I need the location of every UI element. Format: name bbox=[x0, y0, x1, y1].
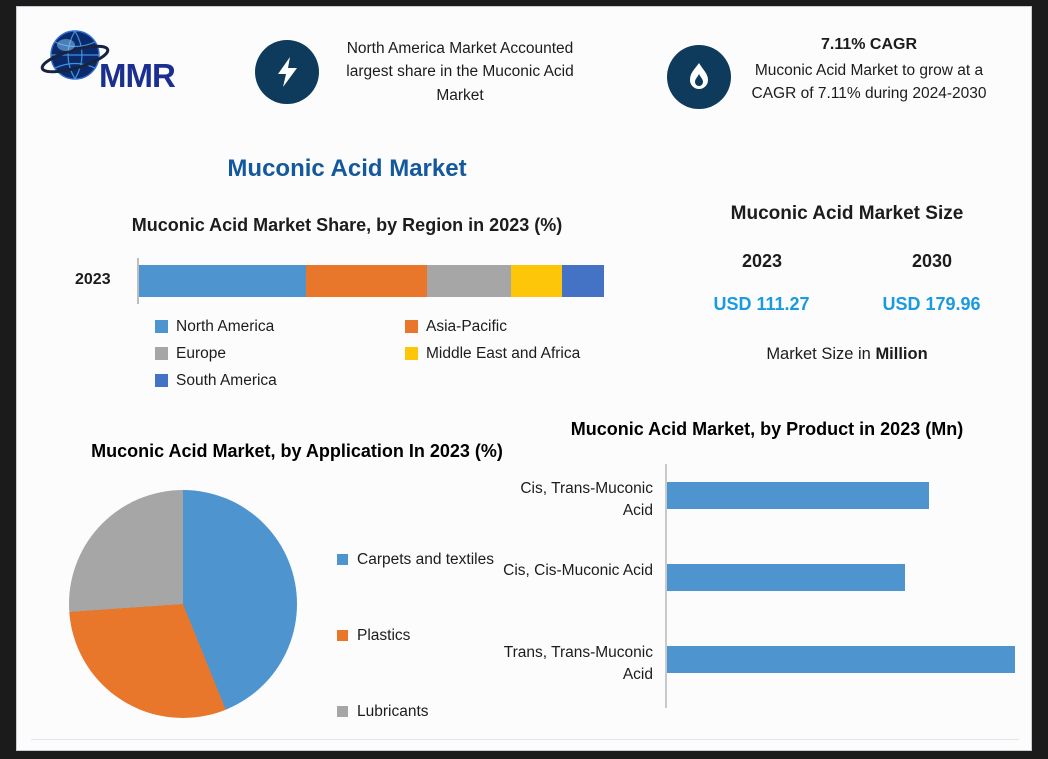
legend-label-south-america: South America bbox=[176, 371, 277, 389]
market-size-year-2023: 2023 bbox=[741, 251, 783, 271]
stacked-bar bbox=[139, 265, 604, 297]
header-north-america-text: North America Market Accounted largest share in the Muconic Acid Market bbox=[346, 40, 574, 104]
market-size-values bbox=[677, 294, 1017, 315]
cagr-title: 7.11% CAGR bbox=[820, 36, 918, 53]
bolt-icon bbox=[255, 40, 319, 104]
legend-swatch-south-america bbox=[155, 374, 168, 387]
header-item-cagr bbox=[667, 33, 993, 109]
header-item-north-america bbox=[255, 37, 585, 107]
page-title: Muconic Acid Market bbox=[227, 155, 467, 182]
legend-swatch-europe bbox=[155, 347, 168, 360]
legend-swatch-lubricants bbox=[337, 706, 348, 717]
legend-item-europe bbox=[155, 345, 405, 363]
bar-row-cis-trans bbox=[517, 464, 1017, 546]
bar-cis-trans bbox=[667, 482, 929, 509]
market-size-panel bbox=[677, 203, 1017, 364]
market-size-unit-prefix: Market Size in bbox=[766, 345, 876, 363]
chart-product-mn-plot bbox=[503, 464, 1017, 714]
legend-label-plastics: Plastics bbox=[357, 626, 411, 644]
market-size-unit-note bbox=[677, 345, 1017, 364]
legend-label-north-america: North America bbox=[176, 317, 275, 335]
bar-segment-middle-east-africa bbox=[511, 265, 562, 297]
market-size-title: Muconic Acid Market Size bbox=[730, 203, 964, 224]
bar-trans-trans bbox=[667, 646, 1015, 673]
chart-application-share-legend bbox=[337, 522, 494, 750]
chart-region-share-legend bbox=[155, 318, 657, 390]
bar-segment-asia-pacific bbox=[306, 265, 427, 297]
legend-item-south-america bbox=[155, 372, 405, 390]
footer-divider bbox=[31, 739, 1019, 740]
legend-label-lubricants: Lubricants bbox=[357, 702, 429, 720]
chart-application-share-plot bbox=[37, 480, 557, 730]
chart-region-share-title: Muconic Acid Market Share, by Region in 2023 (%) bbox=[131, 215, 563, 235]
chart-application-share-title: Muconic Acid Market, by Application In 2023 (%) bbox=[91, 441, 503, 461]
bar-segment-europe bbox=[427, 265, 511, 297]
legend-label-carpets-textiles: Carpets and textiles bbox=[357, 550, 494, 568]
legend-swatch-asia-pacific bbox=[405, 320, 418, 333]
chart-product-mn-title: Muconic Acid Market, by Product in 2023 (Mn) bbox=[570, 419, 964, 439]
chart-region-share-plot bbox=[37, 258, 657, 304]
legend-item-asia-pacific bbox=[405, 318, 655, 336]
chart-product-mn bbox=[503, 415, 1017, 714]
chart-application-share bbox=[37, 437, 557, 730]
header-cagr-text bbox=[745, 33, 993, 106]
bar-cis-cis bbox=[667, 564, 905, 591]
legend-swatch-carpets-textiles bbox=[337, 554, 348, 565]
market-size-unit: Million bbox=[875, 345, 928, 363]
bar-label-cis-trans: Cis, Trans-Muconic Acid bbox=[520, 479, 653, 520]
axis-tick-2023: 2023 bbox=[75, 270, 111, 288]
legend-label-europe: Europe bbox=[176, 344, 226, 362]
bar-segment-south-america bbox=[562, 265, 604, 297]
logo bbox=[31, 19, 231, 97]
bar-segment-north-america bbox=[139, 265, 306, 297]
legend-item-middle-east-africa bbox=[405, 345, 655, 363]
market-size-value-2030: USD 179.96 bbox=[882, 294, 981, 314]
flame-icon bbox=[667, 45, 731, 109]
legend-swatch-plastics bbox=[337, 630, 348, 641]
chart-region-share bbox=[37, 212, 657, 390]
legend-item-carpets-textiles bbox=[337, 522, 494, 598]
cagr-description: Muconic Acid Market to grow at a CAGR of 7.11% during 2024-2030 bbox=[751, 62, 987, 103]
pie-chart bbox=[69, 490, 297, 718]
logo-text: MMR bbox=[99, 57, 175, 94]
legend-swatch-north-america bbox=[155, 320, 168, 333]
bar-row-trans-trans bbox=[503, 628, 1017, 710]
infographic-canvas bbox=[16, 6, 1032, 751]
bar-label-trans-trans: Trans, Trans-Muconic Acid bbox=[503, 643, 653, 684]
legend-item-plastics bbox=[337, 598, 494, 674]
market-size-value-2023: USD 111.27 bbox=[713, 294, 810, 314]
header bbox=[17, 7, 1031, 137]
legend-label-asia-pacific: Asia-Pacific bbox=[426, 317, 507, 335]
bar-label-cis-cis: Cis, Cis-Muconic Acid bbox=[503, 561, 653, 579]
legend-label-middle-east-africa: Middle East and Africa bbox=[426, 344, 581, 362]
legend-item-north-america bbox=[155, 318, 405, 336]
market-size-year-2030: 2030 bbox=[911, 251, 953, 271]
market-size-years bbox=[677, 251, 1017, 272]
legend-swatch-middle-east-africa bbox=[405, 347, 418, 360]
bar-row-cis-cis bbox=[503, 546, 1017, 628]
